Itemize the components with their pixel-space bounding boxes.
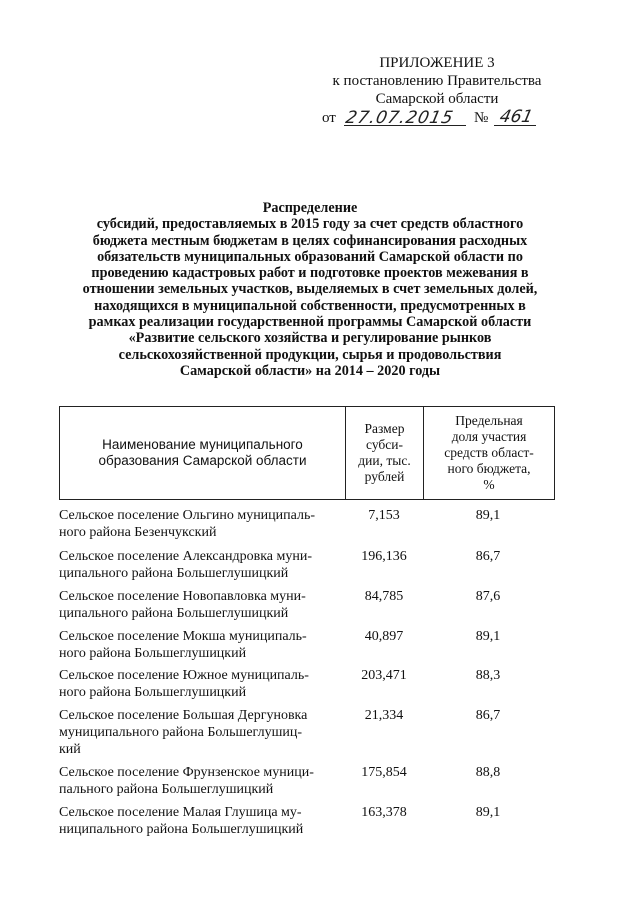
row-municipality-line: Сельское поселение Южное муниципаль- — [59, 668, 309, 683]
row-municipality-line: ного района Большеглушицкий — [59, 685, 247, 700]
row-municipality — [59, 548, 351, 582]
date-prefix: от — [322, 110, 336, 126]
row-amount: 203,471 — [361, 668, 407, 683]
number-sign: № — [474, 110, 489, 126]
row-amount: 84,785 — [364, 589, 404, 604]
header-amount-line: субси- — [366, 437, 403, 452]
row-municipality-line: ного района Большеглушицкий — [59, 646, 247, 661]
header-share-line: Предельная — [455, 413, 523, 428]
row-amount: 175,854 — [361, 765, 407, 780]
row-share: 88,8 — [475, 765, 501, 780]
row-share: 89,1 — [475, 805, 501, 820]
title-line: субсидий, предоставляемых в 2015 году за счет средств областного — [96, 216, 524, 233]
row-municipality — [59, 804, 351, 838]
header-amount-line: Размер — [364, 421, 405, 436]
title-line: Самарской области» на 2014 – 2020 годы — [179, 362, 441, 379]
row-municipality — [59, 764, 351, 798]
title-line: «Развитие сельского хозяйства и регулирование рынков — [128, 330, 492, 347]
row-municipality-line: Сельское поселение Большая Дергуновка — [59, 708, 308, 723]
row-municipality-line: пального района Большеглушицкий — [59, 782, 274, 797]
header-amount-line: рублей — [364, 469, 405, 484]
title-line: находящихся в муниципальной собственности, предусмотренных в — [94, 297, 526, 314]
appendix-region: Самарской области — [375, 91, 499, 107]
subsidy-table — [59, 406, 555, 837]
table-header — [59, 406, 555, 500]
row-municipality-line: ципального района Большеглушицкий — [59, 566, 289, 581]
header-name-line: образования Самарской области — [98, 453, 307, 468]
title-line: обязательств муниципальных образований Самарской области по — [97, 248, 523, 265]
row-amount: 163,378 — [361, 805, 407, 820]
title-line: сельскохозяйственной продукции, сырья и продовольствия — [118, 346, 502, 363]
appendix-number: ПРИЛОЖЕНИЕ 3 — [379, 55, 495, 71]
row-municipality-line: Сельское поселение Ольгино муниципаль- — [59, 508, 316, 523]
row-share: 89,1 — [475, 508, 501, 523]
row-municipality-line: Сельское поселение Фрунзенское муници- — [59, 765, 314, 780]
row-share: 86,7 — [475, 708, 501, 723]
header-amount-line: дии, тыс. — [358, 453, 411, 468]
row-share: 86,7 — [475, 549, 501, 564]
header-share-line: ного бюджета, — [447, 461, 531, 476]
row-amount: 40,897 — [364, 629, 404, 644]
header-name-line: Наименование муниципального — [102, 437, 303, 452]
row-municipality — [59, 588, 351, 622]
title-line: проведению кадастровых работ и подготовке проектов межевания в — [91, 265, 529, 282]
row-municipality-line: ного района Безенчукский — [59, 525, 217, 540]
row-municipality — [59, 507, 351, 541]
appendix-block — [322, 54, 552, 108]
row-amount: 21,334 — [364, 708, 404, 723]
handwritten-number: 461 — [497, 107, 535, 127]
header-share — [424, 407, 554, 499]
row-municipality-line: Сельское поселение Александровка муни- — [59, 549, 313, 564]
row-share: 88,3 — [475, 668, 501, 683]
title-line: рамках реализации государственной программы Самарской области — [88, 314, 532, 331]
row-share: 87,6 — [475, 589, 501, 604]
row-municipality-line: Сельское поселение Малая Глушица му- — [59, 805, 302, 820]
title-line: Распределение — [262, 200, 358, 216]
row-municipality — [59, 707, 351, 758]
title-line: отношении земельных участков, выделяемых в счет земельных долей, — [82, 281, 538, 298]
header-amount — [346, 407, 424, 499]
row-amount: 7,153 — [368, 508, 400, 523]
row-municipality-line: ниципального района Большеглушицкий — [59, 822, 304, 837]
header-share-line: доля участия — [451, 429, 527, 444]
header-name — [60, 407, 346, 499]
row-municipality-line: Сельское поселение Мокша муниципаль- — [59, 629, 307, 644]
row-municipality-line: кий — [59, 742, 81, 757]
title-line: бюджета местным бюджетам в целях софинансирования расходных — [92, 232, 528, 249]
document-title — [60, 200, 560, 379]
row-municipality-line: ципального района Большеглушицкий — [59, 606, 289, 621]
header-share-line: средств област- — [444, 445, 534, 460]
row-municipality — [59, 628, 351, 662]
appendix-resolution: к постановлению Правительства — [332, 73, 542, 89]
resolution-date-number-line — [322, 107, 562, 130]
row-municipality — [59, 667, 351, 701]
row-share: 89,1 — [475, 629, 501, 644]
row-municipality-line: Сельское поселение Новопавловка муни- — [59, 589, 306, 604]
handwritten-date: 27.07.2015 — [343, 108, 456, 128]
row-amount: 196,136 — [361, 549, 407, 564]
header-share-line: % — [483, 477, 495, 492]
row-municipality-line: муниципального района Большеглушиц- — [59, 725, 302, 740]
